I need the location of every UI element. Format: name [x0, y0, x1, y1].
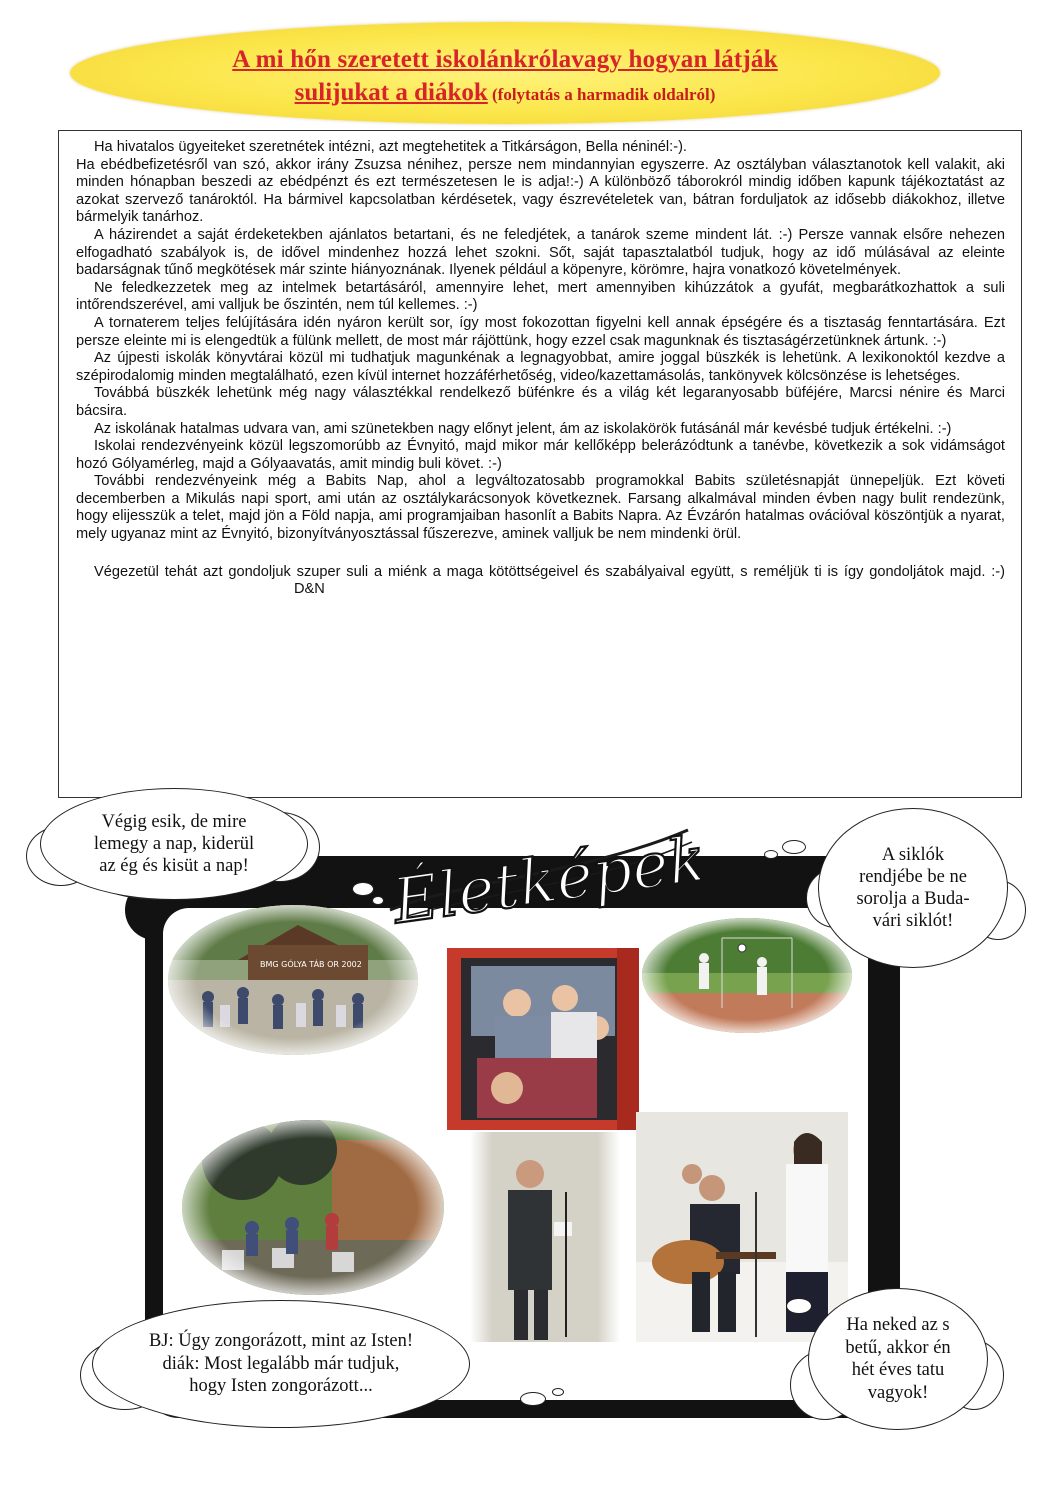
bubble-text: BJ: Úgy zongorázott, mint az Isten! diák: Most legalább már tudjuk, hogy Isten zongorázott...	[148, 1331, 414, 1397]
bubble-tail-dot	[764, 850, 778, 859]
bubble-text: Ha neked az s betű, akkor én hét éves tatu vagyok!	[845, 1315, 951, 1403]
article-paragraph: Az újpesti iskolák könyvtárai közül mi tudhatjuk magunkénak a legnagyobbat, amire joggal büszkék is lehetünk. A lexikonoktól kezdve a szépirodalomig minden megtalálható, ezen kívül internet hozzáférhetőség, video/kazettamásolás, tankönyvek kölcsönzése is lehetséges.	[76, 350, 1005, 384]
bubble-tail-dot	[552, 1388, 564, 1396]
article-paragraph: Ne feledkezzetek meg az intelmek betartásáról, amennyire lehet, mert amennyiben kihúzzátok a gyufát, megbarátkozhattok a suli intőrendszerével, ami valljuk be őszintén, nem túl kellemes. :-)	[76, 279, 1005, 314]
page-title-line1: A mi hőn szeretett iskolánkrólavagy hogyan látják	[232, 46, 778, 73]
page-title-line2-main: sulijukat a diákok	[294, 79, 488, 106]
title-banner	[70, 22, 940, 124]
article-paragraph: A házirendet a saját érdeketekben ajánlatos betartani, és ne feledjétek, a tanárok szeme mindent lát. :-) Persze vannak elsőre nehezen elfogadható szabályok is, de idővel mindenhez hozzá lehet szokni. Sőt, saját tapasztalatból tudjuk, hogy az idő múlásával az eleinte badarságnak tűnő megkötések már szinte hiányoznának. Ilyenek például a köpenyre, körömre, hajra vonatkozó követelmények.	[76, 226, 1005, 279]
speech-bubble-bottom-right	[808, 1288, 988, 1430]
article-paragraph: Ha ebédbefizetésről van szó, akkor irány Zsuzsa nénihez, persze nem mindannyian egyszerre. Az osztályban választanotok kell valakit, aki minden hónapban beszedi az ebédpénzt és ezt természetesen le is adja!:-) A különböző táborokról mindig időben kapunk tájékoztatást az azokat szervező tanároktól. Ha bármivel kapcsolatban kérdésetek, vagy észrevételetek van, bátran forduljatok az idősebb diákokhoz, illetve bármelyik tanárhoz.	[76, 156, 1005, 226]
bubble-tail-dot	[352, 882, 374, 896]
photo-speaker	[470, 1132, 620, 1342]
article-paragraph: A tornaterem teljes felújítására idén nyáron került sor, így most fokozottan figyelni kell annak épségére és a tisztaság fenntartására. Ezt persze eleinte mi is elengedtük a fülünk mellett, de most már rájöttünk, hogy ezzel csak magunknak és tisztaságérzetünknek ártunk. :-)	[76, 314, 1005, 349]
bubble-tail-dot	[520, 1392, 546, 1406]
bubble-tail-dot	[786, 1298, 812, 1314]
speech-bubble-bottom-left	[92, 1300, 470, 1428]
article-paragraph: Ha hivatalos ügyeiteket szeretnétek intézni, azt megtehetitek a Titkárságon, Bella néninél:-).	[94, 139, 687, 155]
signature: D&N	[294, 581, 325, 598]
bubble-tail-dot	[782, 840, 806, 854]
gallery-heading-art	[370, 812, 700, 932]
article-paragraph: Továbbá büszkék lehetünk még nagy választékkal rendelkező büfénkre és a világ két legaranyosabb büféjére, Marcsi nénire és Marci bácsira.	[76, 385, 1005, 419]
bubble-text: A siklók rendjébe be ne sorolja a Buda- vári siklót!	[856, 845, 970, 931]
photo-funicular	[447, 948, 639, 1130]
continuation-note: (folytatás a harmadik oldalról)	[487, 85, 716, 104]
article-box	[58, 130, 1022, 798]
closing-text: Végezetül tehát azt gondoljuk szuper suli a miénk a maga kötöttségeivel és szabályaival együtt, s reméljük ti is így gondoljátok majd. :-)	[94, 563, 1005, 580]
speech-bubble-top-left	[40, 788, 308, 900]
photo-football	[642, 918, 852, 1033]
article-paragraph: Az iskolának hatalmas udvara van, ami szünetekben nagy előnyt jelent, ám az iskolakörök futásánál már kevésbé tudjuk értékelni. :-)	[94, 420, 952, 437]
photo-camp-dance	[168, 905, 418, 1055]
bubble-tail-dot	[372, 896, 384, 905]
article-paragraph: További rendezvényeink még a Babits Nap, ahol a legváltozatosabb programokkal Babits születésnapját ünnepeljük. Ezt követi decemberben a Mikulás napi sport, ami után az osztálykarácsonyok következnek. Farsang alkalmával minden évben nagy bulit rendezünk, hogy elijesszük a telet, majd jön a Föld napja, ami programjaiban hasonlít a Babits Napra. Az Évzárón hatalmas ovációval köszöntjük a nyarat, mely ugyanaz mint az Évnyitó, bizonyítványosztással fűszerezve, aminek valljuk be nem mindenki örül.	[76, 473, 1005, 543]
page-title-line2	[70, 79, 940, 107]
gallery-heading-text: Életképek	[388, 821, 700, 932]
article-paragraph: Iskolai rendezvényeink közül legszomorúbb az Évnyitó, majd mikor már kellőképp belerázódtunk a tanévbe, következik a sok vidámságot hozó Gólyamérleg, majd a Gólyaavatás, amit mindig buli követ. :-)	[76, 438, 1005, 472]
article-closing	[76, 564, 1005, 599]
photo-outdoor-gathering	[182, 1120, 444, 1295]
photo-guitar-performance	[636, 1112, 848, 1342]
bubble-text: Végig esik, de mire lemegy a nap, kiderül az ég és kisüt a nap!	[93, 812, 255, 876]
speech-bubble-top-right	[818, 808, 1008, 968]
gallery-heading	[370, 812, 700, 932]
